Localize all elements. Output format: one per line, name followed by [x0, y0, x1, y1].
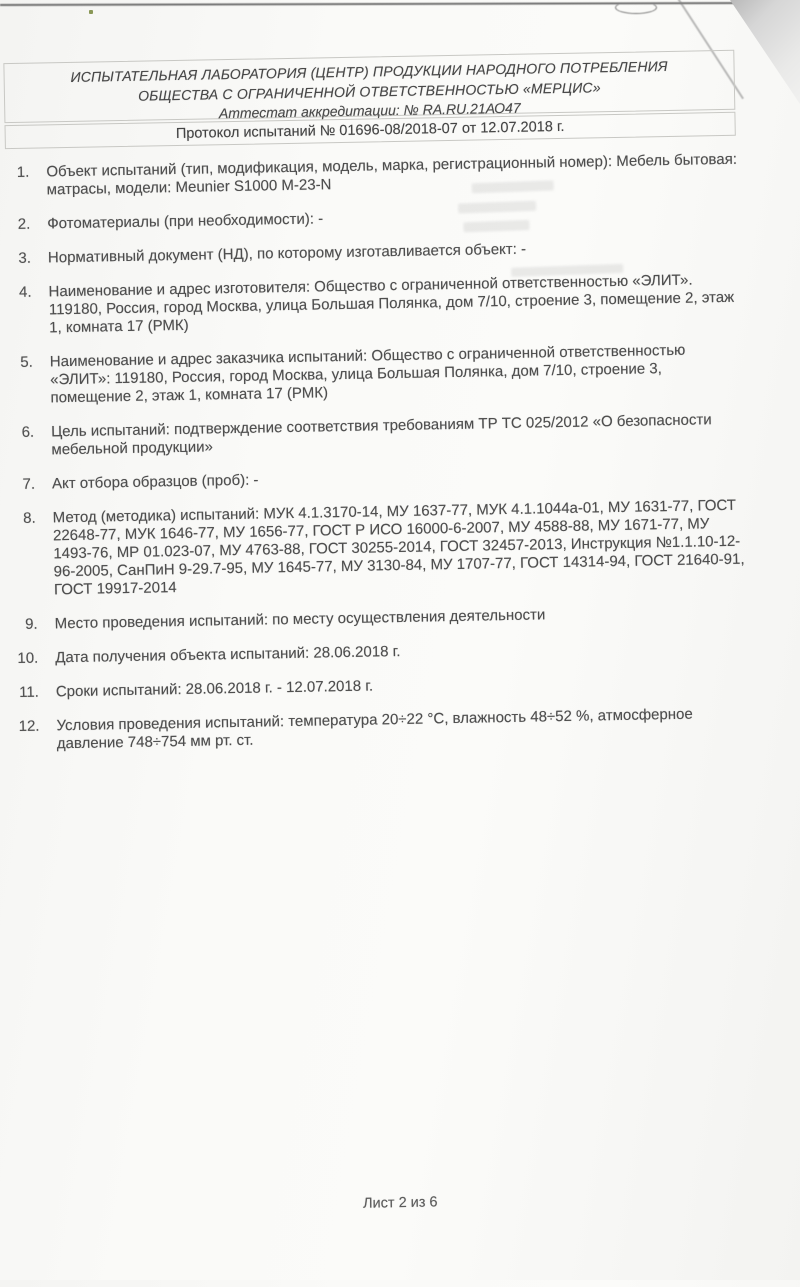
item-number: 11. — [18, 683, 40, 701]
lab-title-line2: ОБЩЕСТВА С ОГРАНИЧЕННОЙ ОТВЕТСТВЕННОСТЬЮ «МЕРЦИС» — [137, 79, 601, 104]
item-number: 3. — [18, 249, 32, 267]
protocol-item-11 — [1, 670, 800, 703]
protocol-item-3 — [0, 236, 793, 269]
item-text: Объект испытаний (тип, модификация, модель, марка, регистрационный номер): Мебель бытовая: матрасы, модели: Meunier S1000 M-23-N — [46, 150, 738, 199]
protocol-item-9 — [0, 602, 800, 635]
protocol-item-5 — [0, 340, 796, 409]
item-text: Наименование и адрес заказчика испытаний: Общество с ограниченной ответственностью «ЭЛИТ»: 119180, Россия, город Москва, улица Большая Полянка, дом 7/10, строение 3, помещение 2, этаж 1, комната 17 (РМК) — [49, 341, 686, 407]
item-text: Условия проведения испытаний: температура 20÷22 °С, влажность 48÷52 %, атмосферное давление 748÷754 мм рт. ст. — [56, 705, 693, 753]
item-number: 10. — [17, 649, 39, 668]
item-number: 9. — [24, 615, 38, 633]
item-text: Фотоматериалы (при необходимости): - — [47, 210, 324, 233]
item-number: 5. — [20, 353, 34, 371]
protocol-item-6 — [0, 410, 797, 461]
accreditation-line: Аттестат аккредитации: № RA.RU.21АО47 — [218, 99, 521, 122]
protocol-item-4 — [0, 270, 794, 339]
protocol-item-8 — [0, 496, 799, 601]
item-number: 7. — [22, 475, 36, 493]
item-text: Цель испытаний: подтверждение соответствия требованиям ТР ТС 025/2012 «О безопасности мебельной продукции» — [50, 411, 712, 459]
item-text: Место проведения испытаний: по месту осуществления деятельности — [54, 606, 546, 633]
lab-header-box — [3, 50, 735, 123]
item-text: Сроки испытаний: 28.06.2018 г. - 12.07.2018 г. — [55, 677, 374, 701]
item-text: Дата получения объекта испытаний: 28.06.2018 г. — [55, 642, 401, 667]
item-number: 8. — [23, 509, 36, 527]
protocol-item-7 — [0, 462, 797, 495]
protocol-item-1 — [0, 150, 792, 201]
page-number-footer: Лист 2 из 6 — [362, 1194, 438, 1212]
item-number: 6. — [21, 423, 35, 441]
protocol-item-10 — [0, 636, 800, 669]
protocol-items-list — [0, 150, 800, 771]
item-text: Наименование и адрес изготовителя: Общество с ограниченной ответственностью «ЭЛИТ». 119180, Россия, город Москва, улица Большая Полянка, дом 7/10, строение 3, помещение 2, этаж 1, комната 17 (РМК) — [48, 271, 735, 337]
protocol-number-line: Протокол испытаний № 01696-08/2018-07 от 12.07.2018 г. — [175, 118, 565, 143]
item-text: Акт отбора образцов (проб): - — [51, 471, 259, 493]
item-number: 1. — [16, 163, 30, 181]
protocol-item-2 — [0, 202, 792, 235]
item-number: 12. — [18, 717, 40, 736]
item-text: Нормативный документ (НД), по которому изготавливается объект: - — [47, 240, 527, 267]
item-number: 2. — [17, 215, 31, 233]
lab-title-line1: ИСПЫТАТЕЛЬНАЯ ЛАБОРАТОРИЯ (ЦЕНТР) ПРОДУКЦИИ НАРОДНОГО ПОТРЕБЛЕНИЯ — [70, 58, 668, 85]
item-number: 4. — [18, 283, 32, 301]
item-text: Метод (методика) испытаний: МУК 4.1.3170-14, МУ 1637-77, МУК 4.1.1044а-01, МУ 1631-77, ГОСТ 22648-77, МУК 1646-77, МУ 1656-77, ГОСТ Р ИСО 16000-6-2007, МУ 4588-88, МУ 1671-77, МУ 1493-76, МР 01.023-07, МУ 4763-88, ГОСТ 30255-2014, ГОСТ 32457-2013, Инструкция №1.1.10-12- 96-2005, СанПиН 9-29.7-95, МУ 1645-77, МУ 3130-84, МУ 1707-77, ГОСТ 14314-94, ГОСТ 21640-91, ГОСТ 19917-2014 — [52, 496, 745, 599]
protocol-item-12 — [1, 704, 800, 755]
